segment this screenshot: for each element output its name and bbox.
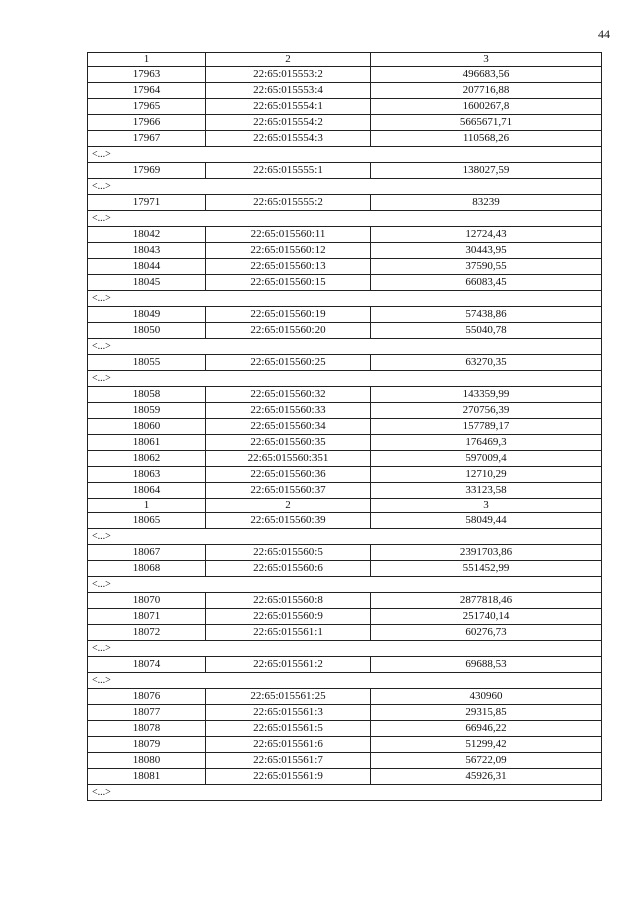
omission-text: <...> [88,577,602,593]
omission-text: <...> [88,673,602,689]
value-cell: 110568,26 [371,131,602,147]
omission-text: <...> [88,147,602,163]
cadastral-number-cell: 22:65:015560:36 [206,467,371,483]
table-row [88,609,602,625]
table-row [88,721,602,737]
row-number-cell: 18050 [88,323,206,339]
table-row [88,561,602,577]
cadastral-number-cell: 22:65:015560:20 [206,323,371,339]
row-number-cell: 18070 [88,593,206,609]
cadastral-number-cell: 22:65:015555:1 [206,163,371,179]
omitted-rows-marker [88,339,602,355]
row-number-cell: 18076 [88,689,206,705]
table-row [88,99,602,115]
table-row [88,625,602,641]
value-cell: 157789,17 [371,419,602,435]
value-cell: 430960 [371,689,602,705]
row-number-cell: 18059 [88,403,206,419]
row-number-cell: 17966 [88,115,206,131]
column-number-2: 2 [206,499,371,513]
value-cell: 176469,3 [371,435,602,451]
cadastral-number-cell: 22:65:015560:9 [206,609,371,625]
table-row [88,419,602,435]
value-cell: 66083,45 [371,275,602,291]
value-cell: 56722,09 [371,753,602,769]
value-cell: 60276,73 [371,625,602,641]
cadastral-number-cell: 22:65:015560:5 [206,545,371,561]
value-cell: 58049,44 [371,513,602,529]
cadastral-number-cell: 22:65:015553:2 [206,67,371,83]
row-number-cell: 18062 [88,451,206,467]
column-number-1: 1 [88,499,206,513]
column-number-3: 3 [371,499,602,513]
table-row [88,513,602,529]
cadastral-number-cell: 22:65:015560:12 [206,243,371,259]
table-row [88,83,602,99]
row-number-cell: 17967 [88,131,206,147]
omission-text: <...> [88,211,602,227]
omitted-rows-marker [88,673,602,689]
value-cell: 12724,43 [371,227,602,243]
cadastral-number-cell: 22:65:015560:37 [206,483,371,499]
omitted-rows-marker [88,641,602,657]
omission-text: <...> [88,371,602,387]
column-number-1: 1 [88,53,206,67]
cadastral-number-cell: 22:65:015561:2 [206,657,371,673]
value-cell: 270756,39 [371,403,602,419]
table-row [88,769,602,785]
table-row [88,753,602,769]
omitted-rows-marker [88,577,602,593]
table-row [88,323,602,339]
cadastral-number-cell: 22:65:015560:33 [206,403,371,419]
value-cell: 45926,31 [371,769,602,785]
value-cell: 69688,53 [371,657,602,673]
row-number-cell: 18077 [88,705,206,721]
table-row [88,227,602,243]
cadastral-number-cell: 22:65:015560:351 [206,451,371,467]
row-number-cell: 17969 [88,163,206,179]
table-row [88,243,602,259]
table-row [88,259,602,275]
cadastral-number-cell: 22:65:015553:4 [206,83,371,99]
table-row [88,275,602,291]
row-number-cell: 18068 [88,561,206,577]
column-number-row [88,499,602,513]
omission-text: <...> [88,785,602,801]
value-cell: 55040,78 [371,323,602,339]
table-row [88,737,602,753]
column-number-3: 3 [371,53,602,67]
cadastral-number-cell: 22:65:015560:8 [206,593,371,609]
cadastral-number-cell: 22:65:015560:11 [206,227,371,243]
cadastral-number-cell: 22:65:015561:3 [206,705,371,721]
row-number-cell: 18071 [88,609,206,625]
table-row [88,115,602,131]
row-number-cell: 18064 [88,483,206,499]
value-cell: 29315,85 [371,705,602,721]
row-number-cell: 18060 [88,419,206,435]
table-row [88,131,602,147]
row-number-cell: 18061 [88,435,206,451]
omitted-rows-marker [88,529,602,545]
value-cell: 63270,35 [371,355,602,371]
omitted-rows-marker [88,371,602,387]
row-number-cell: 18079 [88,737,206,753]
row-number-cell: 17963 [88,67,206,83]
value-cell: 1600267,8 [371,99,602,115]
table-row [88,355,602,371]
cadastral-number-cell: 22:65:015560:25 [206,355,371,371]
cadastral-number-cell: 22:65:015554:3 [206,131,371,147]
table-row [88,67,602,83]
omission-text: <...> [88,529,602,545]
table-row [88,163,602,179]
cadastral-number-cell: 22:65:015560:32 [206,387,371,403]
cadastral-number-cell: 22:65:015561:5 [206,721,371,737]
omission-text: <...> [88,291,602,307]
cadastral-number-cell: 22:65:015561:25 [206,689,371,705]
column-number-row [88,53,602,67]
value-cell: 12710,29 [371,467,602,483]
cadastral-number-cell: 22:65:015560:34 [206,419,371,435]
row-number-cell: 18072 [88,625,206,641]
table-row [88,593,602,609]
row-number-cell: 18078 [88,721,206,737]
row-number-cell: 18042 [88,227,206,243]
cadastral-number-cell: 22:65:015561:6 [206,737,371,753]
value-cell: 251740,14 [371,609,602,625]
row-number-cell: 18058 [88,387,206,403]
table-row [88,545,602,561]
row-number-cell: 18049 [88,307,206,323]
cadastral-number-cell: 22:65:015560:15 [206,275,371,291]
table-row [88,657,602,673]
row-number-cell: 18080 [88,753,206,769]
value-cell: 33123,58 [371,483,602,499]
value-cell: 51299,42 [371,737,602,753]
omitted-rows-marker [88,291,602,307]
row-number-cell: 17964 [88,83,206,99]
value-cell: 57438,86 [371,307,602,323]
cadastral-number-cell: 22:65:015561:1 [206,625,371,641]
omission-text: <...> [88,641,602,657]
value-cell: 66946,22 [371,721,602,737]
omitted-rows-marker [88,147,602,163]
value-cell: 30443,95 [371,243,602,259]
row-number-cell: 18081 [88,769,206,785]
table-row [88,483,602,499]
omission-text: <...> [88,179,602,195]
cadastral-number-cell: 22:65:015560:35 [206,435,371,451]
row-number-cell: 18055 [88,355,206,371]
row-number-cell: 17971 [88,195,206,211]
table-row [88,435,602,451]
table-row [88,403,602,419]
omitted-rows-marker [88,211,602,227]
value-cell: 143359,99 [371,387,602,403]
row-number-cell: 17965 [88,99,206,115]
value-cell: 5665671,71 [371,115,602,131]
row-number-cell: 18065 [88,513,206,529]
table-row [88,387,602,403]
table-row [88,451,602,467]
row-number-cell: 18063 [88,467,206,483]
column-number-2: 2 [206,53,371,67]
row-number-cell: 18067 [88,545,206,561]
row-number-cell: 18043 [88,243,206,259]
omitted-rows-marker [88,785,602,801]
cadastral-number-cell: 22:65:015561:7 [206,753,371,769]
table-row [88,307,602,323]
value-cell: 496683,56 [371,67,602,83]
value-cell: 551452,99 [371,561,602,577]
table-row [88,689,602,705]
value-cell: 83239 [371,195,602,211]
value-cell: 138027,59 [371,163,602,179]
cadastral-number-cell: 22:65:015560:39 [206,513,371,529]
page-number: 44 [598,27,610,41]
omitted-rows-marker [88,179,602,195]
row-number-cell: 18074 [88,657,206,673]
row-number-cell: 18045 [88,275,206,291]
value-cell: 2877818,46 [371,593,602,609]
table-row [88,195,602,211]
cadastral-number-cell: 22:65:015560:6 [206,561,371,577]
cadastral-number-cell: 22:65:015554:1 [206,99,371,115]
cadastral-number-cell: 22:65:015561:9 [206,769,371,785]
cadastral-number-cell: 22:65:015560:19 [206,307,371,323]
cadastral-table [87,52,602,801]
value-cell: 597009,4 [371,451,602,467]
value-cell: 37590,55 [371,259,602,275]
cadastral-number-cell: 22:65:015555:2 [206,195,371,211]
cadastral-number-cell: 22:65:015560:13 [206,259,371,275]
table-row [88,467,602,483]
value-cell: 207716,88 [371,83,602,99]
table-body [88,53,602,801]
omission-text: <...> [88,339,602,355]
value-cell: 2391703,86 [371,545,602,561]
table-row [88,705,602,721]
cadastral-number-cell: 22:65:015554:2 [206,115,371,131]
row-number-cell: 18044 [88,259,206,275]
